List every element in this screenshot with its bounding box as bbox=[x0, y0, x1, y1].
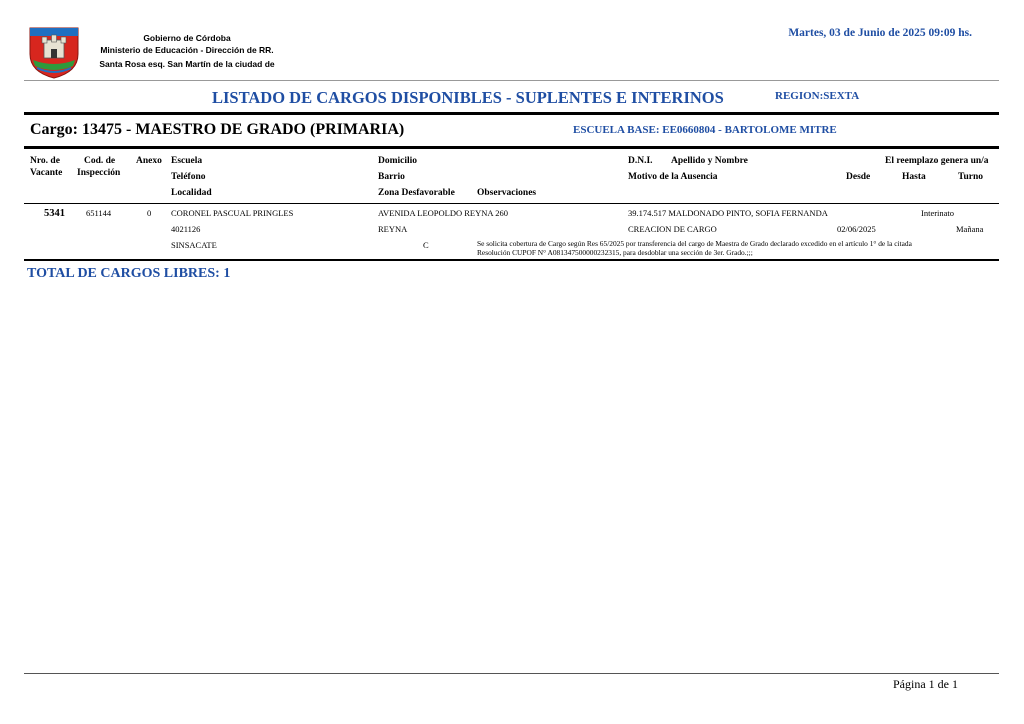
col-cod-line1: Cod. de bbox=[84, 156, 116, 166]
cell-dni-nombre: 39.174.517 MALDONADO PINTO, SOFIA FERNANDA bbox=[628, 208, 828, 218]
report-datetime: Martes, 03 de Junio de 2025 09:09 hs. bbox=[788, 27, 972, 39]
cell-motivo: CREACION DE CARGO bbox=[628, 224, 717, 234]
cell-nro-vacante: 5341 bbox=[44, 208, 65, 219]
cell-desde: 02/06/2025 bbox=[837, 224, 876, 234]
cell-reemplazo: Interinato bbox=[921, 208, 955, 218]
cell-telefono: 4021126 bbox=[171, 224, 201, 234]
cargo-divider bbox=[24, 146, 999, 149]
col-dni: D.N.I. bbox=[628, 156, 653, 166]
columns-divider bbox=[24, 203, 999, 204]
col-escuela: Escuela bbox=[171, 156, 203, 166]
col-desde: Desde bbox=[846, 172, 871, 182]
gov-line-3: Santa Rosa esq. San Martín de la ciudad de bbox=[99, 59, 275, 69]
col-cod-line2: Inspección bbox=[77, 168, 121, 178]
cell-anexo: 0 bbox=[147, 208, 152, 218]
cell-localidad: SINSACATE bbox=[171, 240, 217, 250]
col-zona: Zona Desfavorable bbox=[378, 188, 455, 198]
region-label: REGION:SEXTA bbox=[775, 90, 860, 102]
cell-domicilio: AVENIDA LEOPOLDO REYNA 260 bbox=[378, 208, 508, 218]
col-domicilio: Domicilio bbox=[378, 156, 418, 166]
cell-barrio: REYNA bbox=[378, 224, 408, 234]
escuela-base: ESCUELA BASE: EE0660804 - BARTOLOME MITRE bbox=[573, 124, 837, 136]
col-telefono: Teléfono bbox=[171, 172, 206, 182]
cell-observaciones-line1: Se solicita cobertura de Cargo según Res 65/2025 por transferencia del cargo de Maestra de Grado declarado excedido en el artículo 1° de la citada bbox=[477, 239, 912, 248]
col-hasta: Hasta bbox=[902, 172, 926, 182]
col-turno: Turno bbox=[958, 172, 983, 182]
cargo-title: Cargo: 13475 - MAESTRO DE GRADO (PRIMARIA) bbox=[30, 121, 405, 138]
col-observaciones: Observaciones bbox=[477, 188, 537, 198]
gov-line-2: Ministerio de Educación - Dirección de RR. bbox=[100, 45, 274, 55]
footer-divider bbox=[24, 673, 999, 674]
gov-line-1: Gobierno de Córdoba bbox=[143, 33, 231, 43]
col-nro-line1: Nro. de bbox=[30, 156, 60, 166]
cell-zona: C bbox=[423, 240, 429, 250]
header-divider bbox=[24, 80, 999, 81]
title-divider bbox=[24, 112, 999, 115]
col-apellido: Apellido y Nombre bbox=[671, 156, 748, 166]
page-number: Página 1 de 1 bbox=[893, 677, 958, 691]
coat-of-arms-logo bbox=[27, 24, 81, 80]
total-cargos: TOTAL DE CARGOS LIBRES: 1 bbox=[27, 266, 231, 281]
cell-cod-inspeccion: 651144 bbox=[86, 208, 112, 218]
col-nro-line2: Vacante bbox=[30, 168, 63, 178]
col-reemplazo: El reemplazo genera un/a bbox=[885, 156, 989, 166]
row-divider bbox=[24, 259, 999, 261]
cell-observaciones-line2: Resolución CUPOF N° A081347500000232315, para desdoblar una sección de 3er. Grado.;;; bbox=[477, 248, 753, 257]
col-barrio: Barrio bbox=[378, 172, 405, 182]
cell-turno: Mañana bbox=[956, 224, 984, 234]
col-anexo: Anexo bbox=[136, 156, 162, 166]
report-title: LISTADO DE CARGOS DISPONIBLES - SUPLENTES E INTERINOS bbox=[212, 88, 724, 107]
col-localidad: Localidad bbox=[171, 188, 212, 198]
cell-escuela: CORONEL PASCUAL PRINGLES bbox=[171, 208, 294, 218]
col-motivo: Motivo de la Ausencia bbox=[628, 172, 718, 182]
